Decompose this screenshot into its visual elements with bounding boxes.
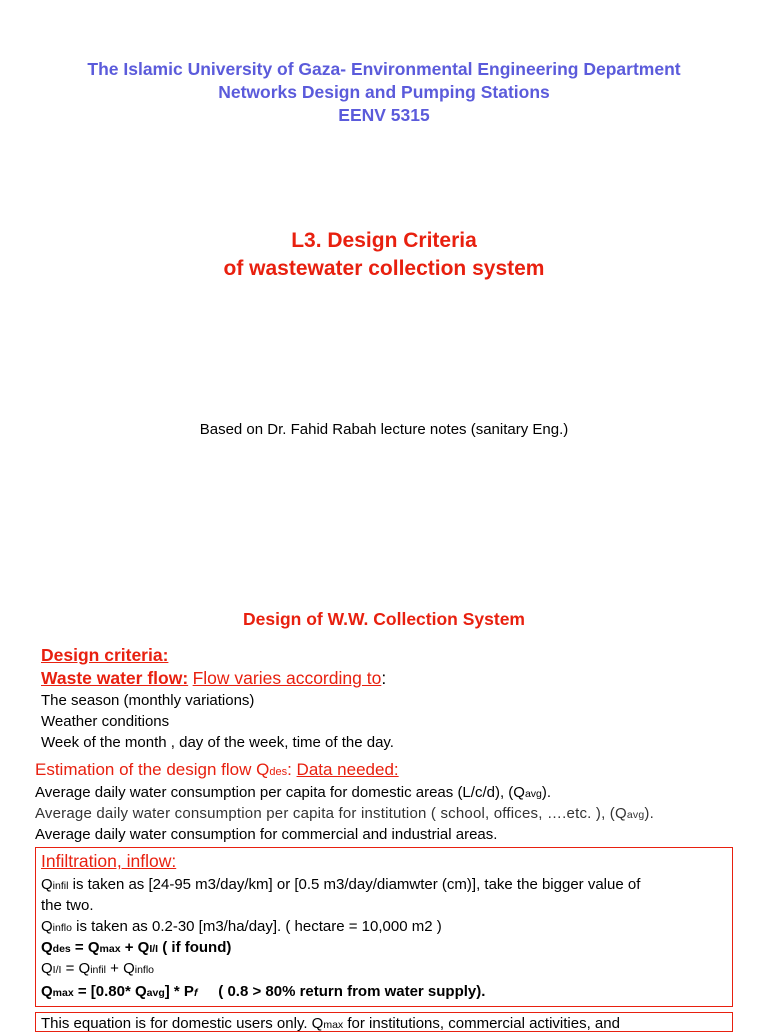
- equation-text: = Q: [61, 960, 91, 977]
- footer-box-text: [41, 1013, 620, 1036]
- q-symbol: Q: [41, 939, 53, 956]
- data-needed-text: Average daily water consumption per capita for domestic areas (L/c/d), (Q: [35, 784, 525, 801]
- q-infil-line: [41, 874, 640, 897]
- q-ii-equation: [41, 958, 154, 981]
- data-needed-text: ).: [644, 805, 654, 822]
- variation-item: Week of the month , day of the week, time of the day.: [41, 734, 394, 751]
- subscript: max: [323, 1019, 344, 1031]
- data-needed-item: [35, 782, 551, 805]
- equation-text: ( if found): [158, 939, 232, 956]
- design-criteria-label: Design criteria:: [41, 645, 169, 665]
- subscript: des: [52, 943, 71, 955]
- estimation-label: Estimation of the design flow Q: [35, 760, 270, 779]
- flow-varies-label: Flow varies according to: [192, 668, 382, 688]
- footer-text: This equation is for domestic users only. Q: [41, 1015, 324, 1032]
- footer-text: for institutions, commercial activities, and: [343, 1015, 620, 1032]
- equation-text: + Q: [120, 939, 150, 956]
- subscript: I/I: [52, 964, 62, 976]
- design-criteria-heading: [41, 645, 168, 666]
- equation-text: + Q: [105, 960, 135, 977]
- university-header: The Islamic University of Gaza- Environmental Engineering Department: [87, 59, 681, 79]
- waste-water-flow-line: [41, 668, 386, 689]
- data-needed-text: Average daily water consumption per capita for institution ( school, offices, ….etc. ), (Q: [35, 805, 627, 822]
- subscript: max: [52, 987, 74, 999]
- infiltration-heading: [41, 851, 176, 872]
- flow-colon: :: [381, 668, 387, 688]
- estimation-heading: [35, 760, 399, 780]
- subscript: f: [193, 987, 198, 999]
- q-inflo-line: [41, 916, 442, 939]
- variation-item: The season (monthly variations): [41, 692, 255, 709]
- infiltration-label: Infiltration, inflow:: [41, 851, 177, 871]
- waste-water-flow-label: Waste water flow:: [41, 668, 189, 688]
- q-des-equation: [41, 937, 231, 960]
- section-title: Design of W.W. Collection System: [243, 609, 525, 629]
- variation-item: Weather conditions: [41, 713, 170, 730]
- q-symbol: Q: [41, 876, 53, 893]
- data-needed-item: Average daily water consumption for commercial and industrial areas.: [35, 826, 498, 843]
- subscript: max: [99, 943, 121, 955]
- data-needed-label: Data needed:: [296, 760, 399, 779]
- equation-text: ] * P: [164, 983, 194, 1000]
- q-symbol: Q: [41, 960, 53, 977]
- subscript: avg: [626, 809, 645, 821]
- data-needed-text: ).: [541, 784, 552, 801]
- q-inflo-text: is taken as 0.2-30 [m3/ha/day]. ( hectare = 10,000 m2 ): [71, 918, 442, 935]
- subscript: inflo: [134, 964, 154, 976]
- lecture-title-line2: of wastewater collection system: [223, 257, 545, 280]
- data-needed-item: [35, 803, 654, 826]
- estimation-sub: des: [269, 766, 288, 778]
- equation-text: = [0.80* Q: [73, 983, 147, 1000]
- estimation-colon: :: [287, 760, 297, 779]
- equation-note: ( 0.8 > 80% return from water supply).: [197, 983, 486, 1000]
- subscript: avg: [524, 788, 542, 800]
- subscript: infil: [52, 880, 69, 892]
- lecture-title-line1: L3. Design Criteria: [291, 229, 477, 252]
- q-symbol: Q: [41, 983, 53, 1000]
- q-max-equation: [41, 981, 485, 1004]
- equation-text: = Q: [70, 939, 100, 956]
- subscript: infil: [90, 964, 106, 976]
- q-symbol: Q: [41, 918, 53, 935]
- credit-line: Based on Dr. Fahid Rabah lecture notes (sanitary Eng.): [199, 421, 569, 438]
- subscript: avg: [146, 987, 165, 999]
- course-code: EENV 5315: [338, 105, 430, 125]
- q-infil-text: is taken as [24-95 m3/day/km] or [0.5 m3/day/diamwter (cm)], take the bigger value of: [68, 876, 641, 893]
- subscript: I/I: [149, 943, 159, 955]
- course-name: Networks Design and Pumping Stations: [218, 82, 550, 102]
- q-infil-line-2: the two.: [41, 897, 94, 914]
- subscript: inflo: [52, 922, 72, 934]
